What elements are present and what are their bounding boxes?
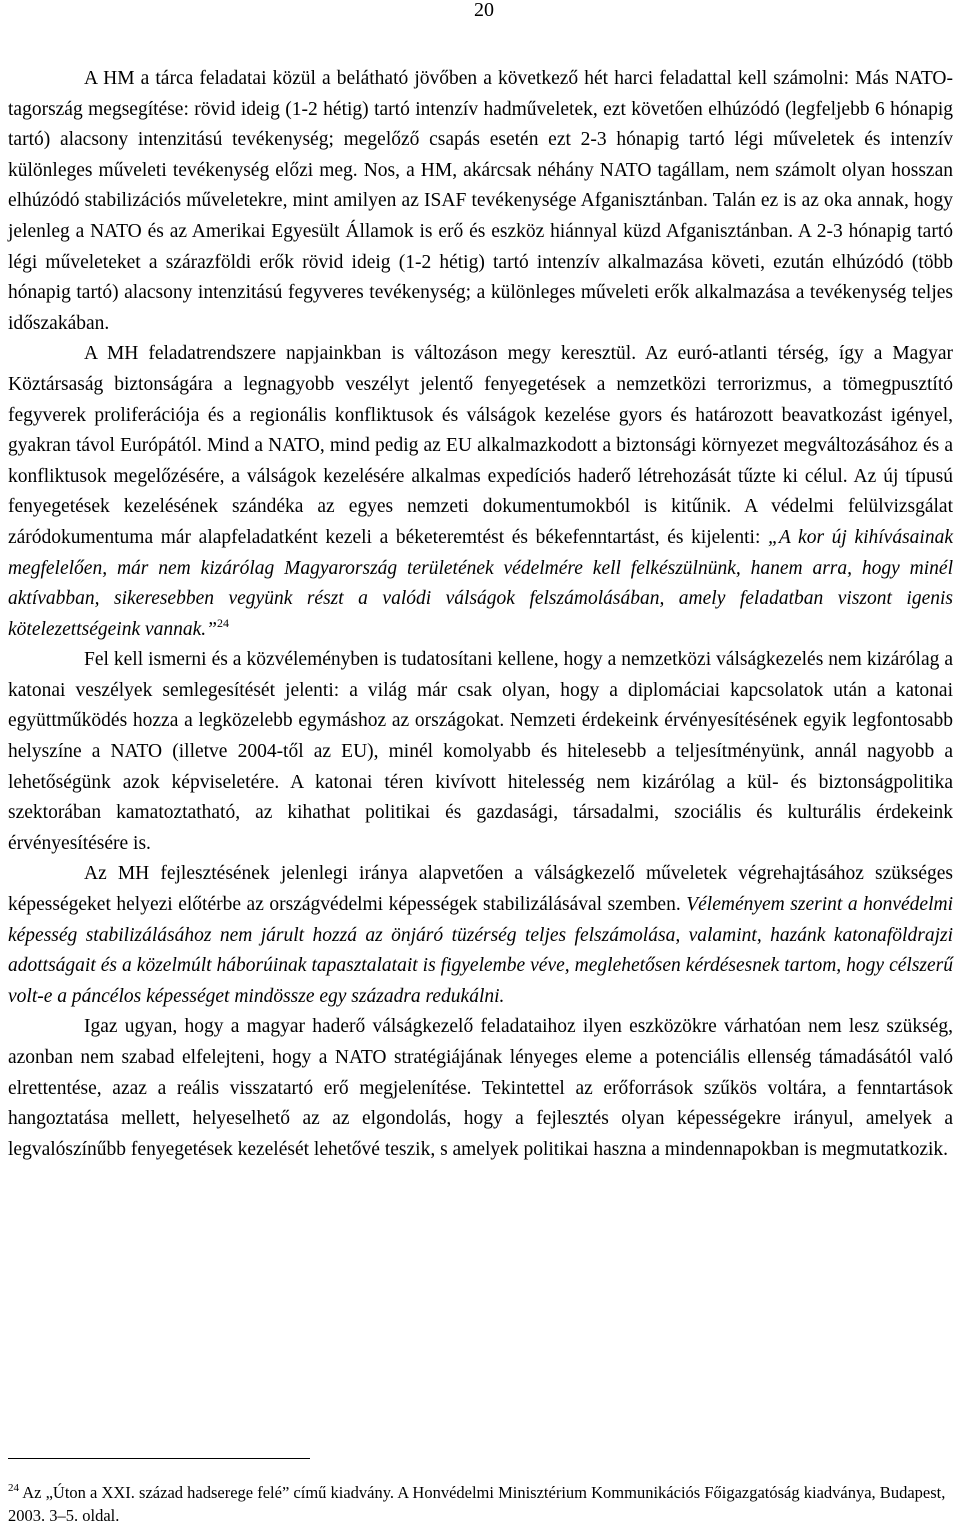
paragraph-5	[8, 1012, 953, 1165]
paragraph-4	[8, 859, 953, 1012]
footnote	[8, 1481, 948, 1527]
paragraph-2	[8, 339, 953, 645]
footnote-number: 24	[8, 1482, 19, 1494]
paragraph-2-text: A MH feladatrendszere napjainkban is változáson megy keresztül. Az euró-atlanti térség, így a Magyar Köztársaság biztonságára a legnagyobb veszélyt jelentő fenyegetések a nemzetközi terrorizmus, a tömegpusztító fegyverek proliferációja és a regionális konfliktusok és válságok kezelése gyors és határozott beavatkozást igényel, gyakran távol Európától. Mind a NATO, mind pedig az EU alkalmazkodott a biztonsági környezet megváltozásához és a konfliktusok megelőzésére, a válságok kezelésére alkalmas expedíciós haderő létrehozását tűzte ki célul. Az új típusú fenyegetések kezelésének szándéka az egyes nemzeti dokumentumokból is kitűnik. A védelmi felülvizsgálat záródokumentuma már alapfeladatként kezeli a béketeremtést és békefenntartást, és kijelenti:	[8, 343, 953, 548]
paragraph-3-text: Fel kell ismerni és a közvéleményben is tudatosítani kellene, hogy a nemzetközi válságkezelés nem kizárólag a katonai veszélyek semlegesítését jelenti: a világ már csak olyan, hogy a diplomáciai kapcsolatok után a katonai együttműködés hozza a legközelebb egymáshoz az országokat. Nemzeti érdekeink érvényesítésének egyik legfontosabb helyszíne a NATO (illetve 2004-től az EU), minél komolyabb és hitelesebb a teljesítményünk, annál nagyobb a lehetőségünk azok képviseletére. A katonai téren kivívott hitelesség nem kizárólag a kül- és biztonságpolitika szektorában kamatoztatható, az kihathat politikai és gazdasági, társadalmi, szociális és kulturális érdekeink érvényesítésére is.	[8, 649, 953, 854]
footnote-reference[interactable]: 24	[217, 615, 230, 630]
opinion-italic: Véleményem szerint a honvédelmi képesség stabilizálásához nem járult hozzá az önjáró tüzérség teljes felszámolása, valamint, hazánk katonaföldrajzi adottságait és a közelmúlt háborúinak tapasztalatait is figyelembe véve, meglehetősen kérdésesnek tartom, hogy célszerű volt-e a páncélos képességet mindössze egy századra redukálni.	[8, 894, 953, 1007]
paragraph-4-text: Az MH fejlesztésének jelenlegi iránya alapvetően a válságkezelő műveletek végrehajtásához szükséges képességeket helyezi előtérbe az országvédelmi képességek stabilizálásával szemben.	[8, 863, 953, 916]
footnote-text: Az „Úton a XXI. század hadserege felé” című kiadvány. A Honvédelmi Minisztérium Kommunikációs Főigazgatóság kiadványa, Budapest, 2003. 3–5. oldal.	[8, 1483, 946, 1525]
body-text	[8, 64, 953, 1165]
paragraph-1-text: A HM a tárca feladatai közül a belátható jövőben a következő hét harci feladattal kell számolni: Más NATO-tagország megsegítése: rövid ideig (1-2 hétig) tartó intenzív hadműveletek, ezt követően elhúzódó (legfeljebb 6 hónapig tartó) alacsony intenzitású tevékenység; megelőző csapás esetén ezt 2-3 hónapig tartó légi műveletek és intenzív különleges műveleti tevékenység előzi meg. Nos, a HM, akárcsak néhány NATO tagállam, nem számolt olyan hosszan elhúzódó stabilizációs műveletekre, mint amilyen az ISAF tevékenysége Afganisztánban. Talán ez is az oka annak, hogy jelenleg a NATO és az Amerikai Egyesült Államok is erő és eszköz hiánnyal küzd Afganisztánban. A 2-3 hónapig tartó légi műveleteket a szárazföldi erők rövid ideig (1-2 hétig) tartó intenzív alkalmazása követi, ezután elhúzódó (több hónapig tartó) alacsony intenzitású fegyveres tevékenység; a különleges műveleti erők alkalmazása a tevékenység teljes időszakában.	[8, 68, 953, 334]
quotation-italic: „A kor új kihívásainak megfelelően, már nem kizárólag Magyarország területének védelmére kell felkészülnünk, hanem arra, hogy minél aktívabban, sikeresebben vegyünk részt a valódi válságok felszámolásában, amely feladatban viszont igenis kötelezettségeink vannak.”	[8, 526, 954, 640]
paragraph-5-text: Igaz ugyan, hogy a magyar haderő válságkezelő feladataihoz ilyen eszközökre várhatóan nem lesz szükség, azonban nem szabad elfelejteni, hogy a NATO stratégiájának lényeges eleme a potenciális ellenség támadásától való elrettentése, azaz a reális visszatartó erő megjelenítése. Tekintettel az erőforrások szűkös voltára, a fenntartások hangoztatása mellett, helyeselhető az az elgondolás, hogy a fejlesztés olyan képességekre irányul, amelyek a legvalószínűbb fenyegetések kezelését lehetővé teszik, s amelyek politikai haszna a mindennapokban is megmutatkozik.	[8, 1016, 953, 1160]
paragraph-1	[8, 64, 953, 339]
paragraph-3	[8, 645, 953, 859]
footnote-divider	[8, 1458, 310, 1459]
page-number: 20	[474, 0, 494, 21]
